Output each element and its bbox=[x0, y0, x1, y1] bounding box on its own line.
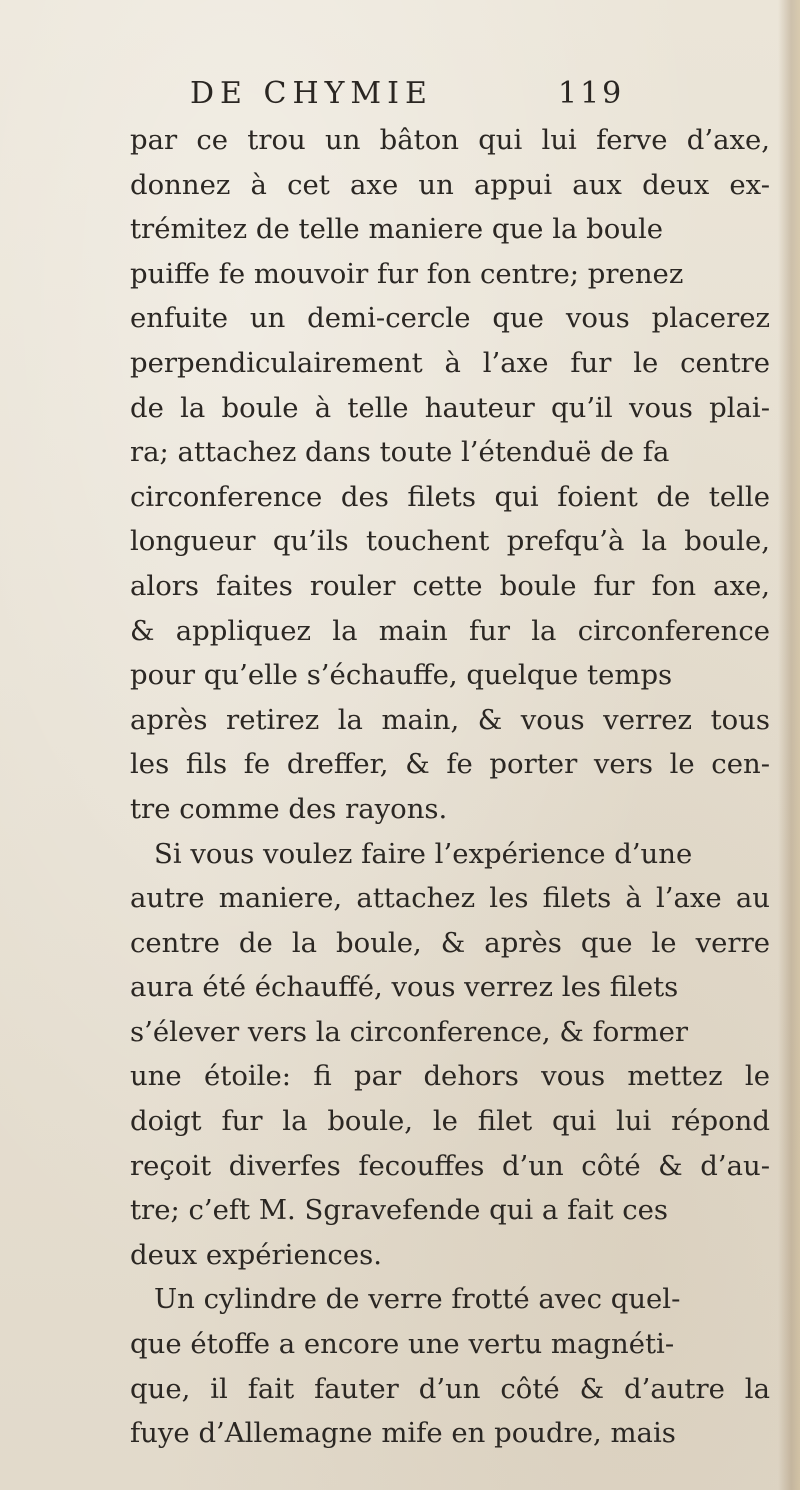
text-line: par ce trou un bâton qui lui ferve d’axe, bbox=[130, 124, 770, 156]
text-line: Un cylindre de verre frotté avec quel- bbox=[154, 1283, 681, 1316]
text-line: une étoile: fi par dehors vous mettez le bbox=[130, 1060, 770, 1093]
text-line: que étoffe a encore une vertu magnéti- bbox=[130, 1328, 675, 1361]
page-number: 119 bbox=[558, 76, 625, 111]
text-line: les fils fe dreffer, & fe porter vers le cen- bbox=[130, 748, 770, 781]
text-line: tre; c’eft M. Sgravefende qui a fait ces bbox=[130, 1194, 669, 1227]
text-line: Si vous voulez faire l’expérience d’une bbox=[154, 837, 693, 870]
body-text bbox=[130, 118, 770, 1456]
text-line: trémitez de telle maniere que la boule bbox=[130, 213, 664, 246]
text-line: de la boule à telle hauteur qu’il vous plai- bbox=[130, 391, 770, 424]
page-header bbox=[0, 70, 800, 120]
text-line: enfuite un demi-cercle que vous placerez bbox=[130, 302, 770, 335]
text-line: reçoit diverfes fecouffes d’un côté & d’au- bbox=[130, 1149, 770, 1182]
text-line: ra; attachez dans toute l’étenduë de fa bbox=[130, 436, 670, 469]
text-line: aura été échauffé, vous verrez les filets bbox=[130, 971, 679, 1004]
text-line: doigt fur la boule, le filet qui lui répond bbox=[130, 1105, 770, 1138]
text-line: pour qu’elle s’échauffe, quelque temps bbox=[130, 659, 673, 692]
text-line: s’élever vers la circonference, & former bbox=[130, 1015, 688, 1048]
running-head: DE CHYMIE bbox=[190, 76, 433, 111]
text-line: fuye d’Allemagne mife en poudre, mais bbox=[130, 1417, 676, 1450]
text-line: & appliquez la main fur la circonference bbox=[130, 614, 770, 647]
text-line: longueur qu’ils touchent prefqu’à la boule, bbox=[130, 525, 770, 558]
text-line: puiffe fe mouvoir fur fon centre; prenez bbox=[130, 257, 684, 290]
text-line: après retirez la main, & vous verrez tous bbox=[130, 703, 770, 736]
text-line: alors faites rouler cette boule fur fon axe, bbox=[130, 569, 770, 602]
page-edge bbox=[778, 0, 800, 1490]
text-line: deux expériences. bbox=[130, 1238, 382, 1271]
text-line: donnez à cet axe un appui aux deux ex- bbox=[130, 168, 770, 201]
text-line: autre maniere, attachez les filets à l’axe au bbox=[130, 882, 770, 915]
text-line: circonference des filets qui foient de telle bbox=[130, 480, 770, 513]
text-line: centre de la boule, & après que le verre bbox=[130, 926, 770, 959]
text-line: que, il fait fauter d’un côté & d’autre la bbox=[130, 1372, 770, 1405]
text-line: perpendiculairement à l’axe fur le centre bbox=[130, 346, 770, 379]
text-line: tre comme des rayons. bbox=[130, 792, 448, 825]
